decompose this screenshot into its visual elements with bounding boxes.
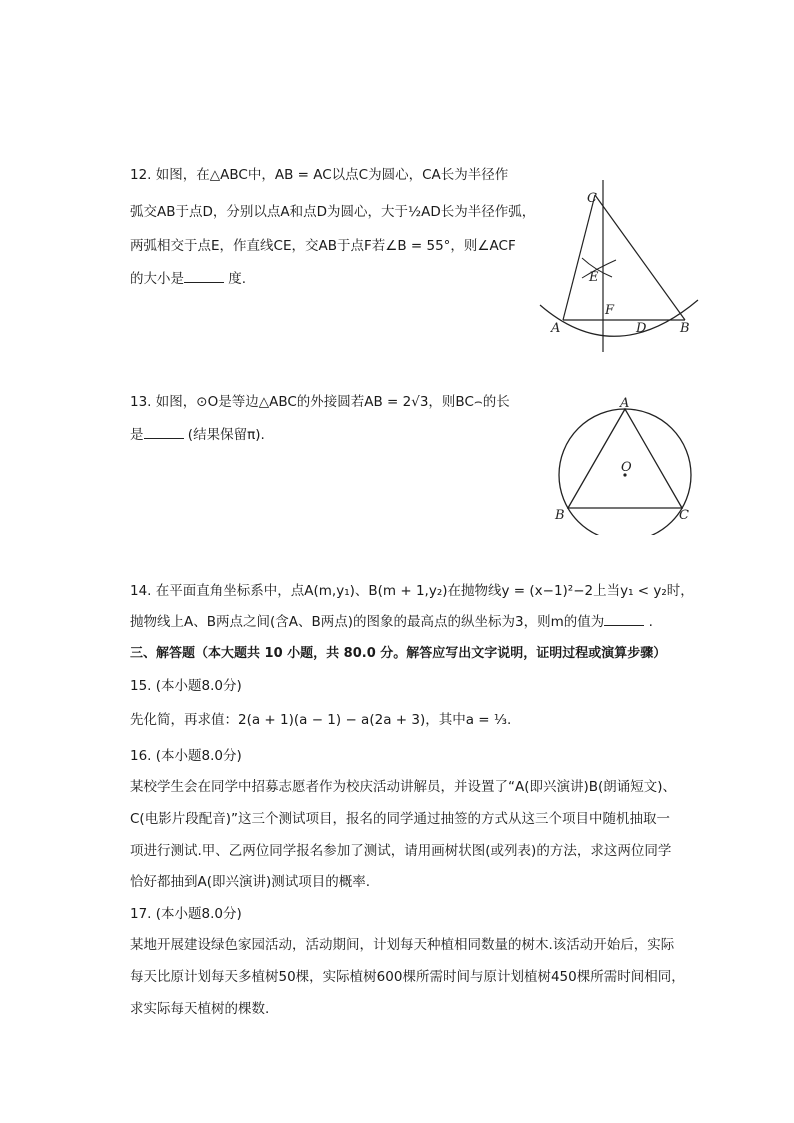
q14-answer-suffix: . — [648, 614, 653, 630]
q12-label-A: A — [551, 321, 561, 336]
q12-label-F: F — [605, 303, 615, 318]
q12-answer-prefix: 的大小是 — [130, 271, 184, 287]
q12-line-4 — [130, 270, 246, 288]
q13-label-A: A — [620, 396, 630, 411]
q12-line-3: 两弧相交于点E，作直线CE，交AB于点F若∠B = 55°，则∠ACF — [130, 238, 516, 254]
q12-answer-suffix: 度. — [228, 271, 247, 287]
q12-line-2: 弧交AB于点D，分别以点A和点D为圆心，大于½AD长为半径作弧， — [130, 204, 536, 220]
q16-line-3: 项进行测试.甲、乙两位同学报名参加了测试，请用画树状图(或列表)的方法，求这两位同学 — [130, 843, 672, 859]
q12-label-E: E — [589, 270, 599, 285]
q14-line-1: 14. 在平面直角坐标系中，点A(m,y₁)、B(m + 1,y₂)在抛物线y = (x−1)²−2上当y₁ < y₂时， — [130, 583, 694, 599]
q13-answer-prefix: 是 — [130, 427, 144, 443]
q13-answer-blank[interactable] — [144, 426, 184, 439]
q13-line-1: 13. 如图，⊙O是等边△ABC的外接圆若AB = 2√3，则BC⌢的长 — [130, 394, 510, 410]
q16-header: 16. (本小题8.0分) — [130, 748, 242, 764]
q16-line-2: C(电影片段配音)”这三个测试项目，报名的同学通过抽签的方式从这三个项目中随机抽取一 — [130, 811, 670, 827]
q15-header: 15. (本小题8.0分) — [130, 678, 242, 694]
q16-line-4: 恰好都抽到A(即兴演讲)测试项目的概率. — [130, 874, 371, 890]
q13-line-2 — [130, 426, 265, 444]
q17-line-2: 每天比原计划每天多植树50棵，实际植树600棵所需时间与原计划植树450棵所需时间相同， — [130, 969, 685, 985]
q12-label-B: B — [680, 321, 690, 336]
q12-label-D: D — [636, 321, 647, 336]
q15-text: 先化简，再求值：2(a + 1)(a − 1) − a(2a + 3)，其中a = ⅓. — [130, 712, 512, 728]
q13-label-O: O — [621, 460, 632, 475]
q13-answer-suffix: (结果保留π). — [187, 427, 265, 443]
q13-label-C: C — [679, 508, 689, 523]
q12-line-1: 12. 如图，在△ABC中，AB = AC以点C为圆心，CA长为半径作 — [130, 167, 509, 183]
q12-figure — [530, 180, 710, 360]
q13-label-B: B — [555, 508, 565, 523]
q14-line-2 — [130, 613, 653, 631]
q17-header: 17. (本小题8.0分) — [130, 906, 242, 922]
q17-line-3: 求实际每天植树的棵数. — [130, 1001, 270, 1017]
q17-line-1: 某地开展建设绿色家园活动，活动期间，计划每天种植相同数量的树木.该活动开始后，实际 — [130, 937, 675, 953]
q13-figure — [550, 395, 700, 535]
q14-answer-blank[interactable] — [604, 613, 644, 626]
section-3-heading: 三、解答题（本大题共 10 小题，共 80.0 分。解答应写出文字说明，证明过程或演算步骤） — [130, 646, 667, 661]
q16-line-1: 某校学生会在同学中招募志愿者作为校庆活动讲解员，并设置了“A(即兴演讲)B(朗诵短文)、 — [130, 779, 677, 795]
q14-answer-prefix: 抛物线上A、B两点之间(含A、B两点)的图象的最高点的纵坐标为3，则m的值为 — [130, 614, 605, 630]
q12-answer-blank[interactable] — [184, 270, 224, 283]
q12-label-C: C — [587, 191, 597, 206]
